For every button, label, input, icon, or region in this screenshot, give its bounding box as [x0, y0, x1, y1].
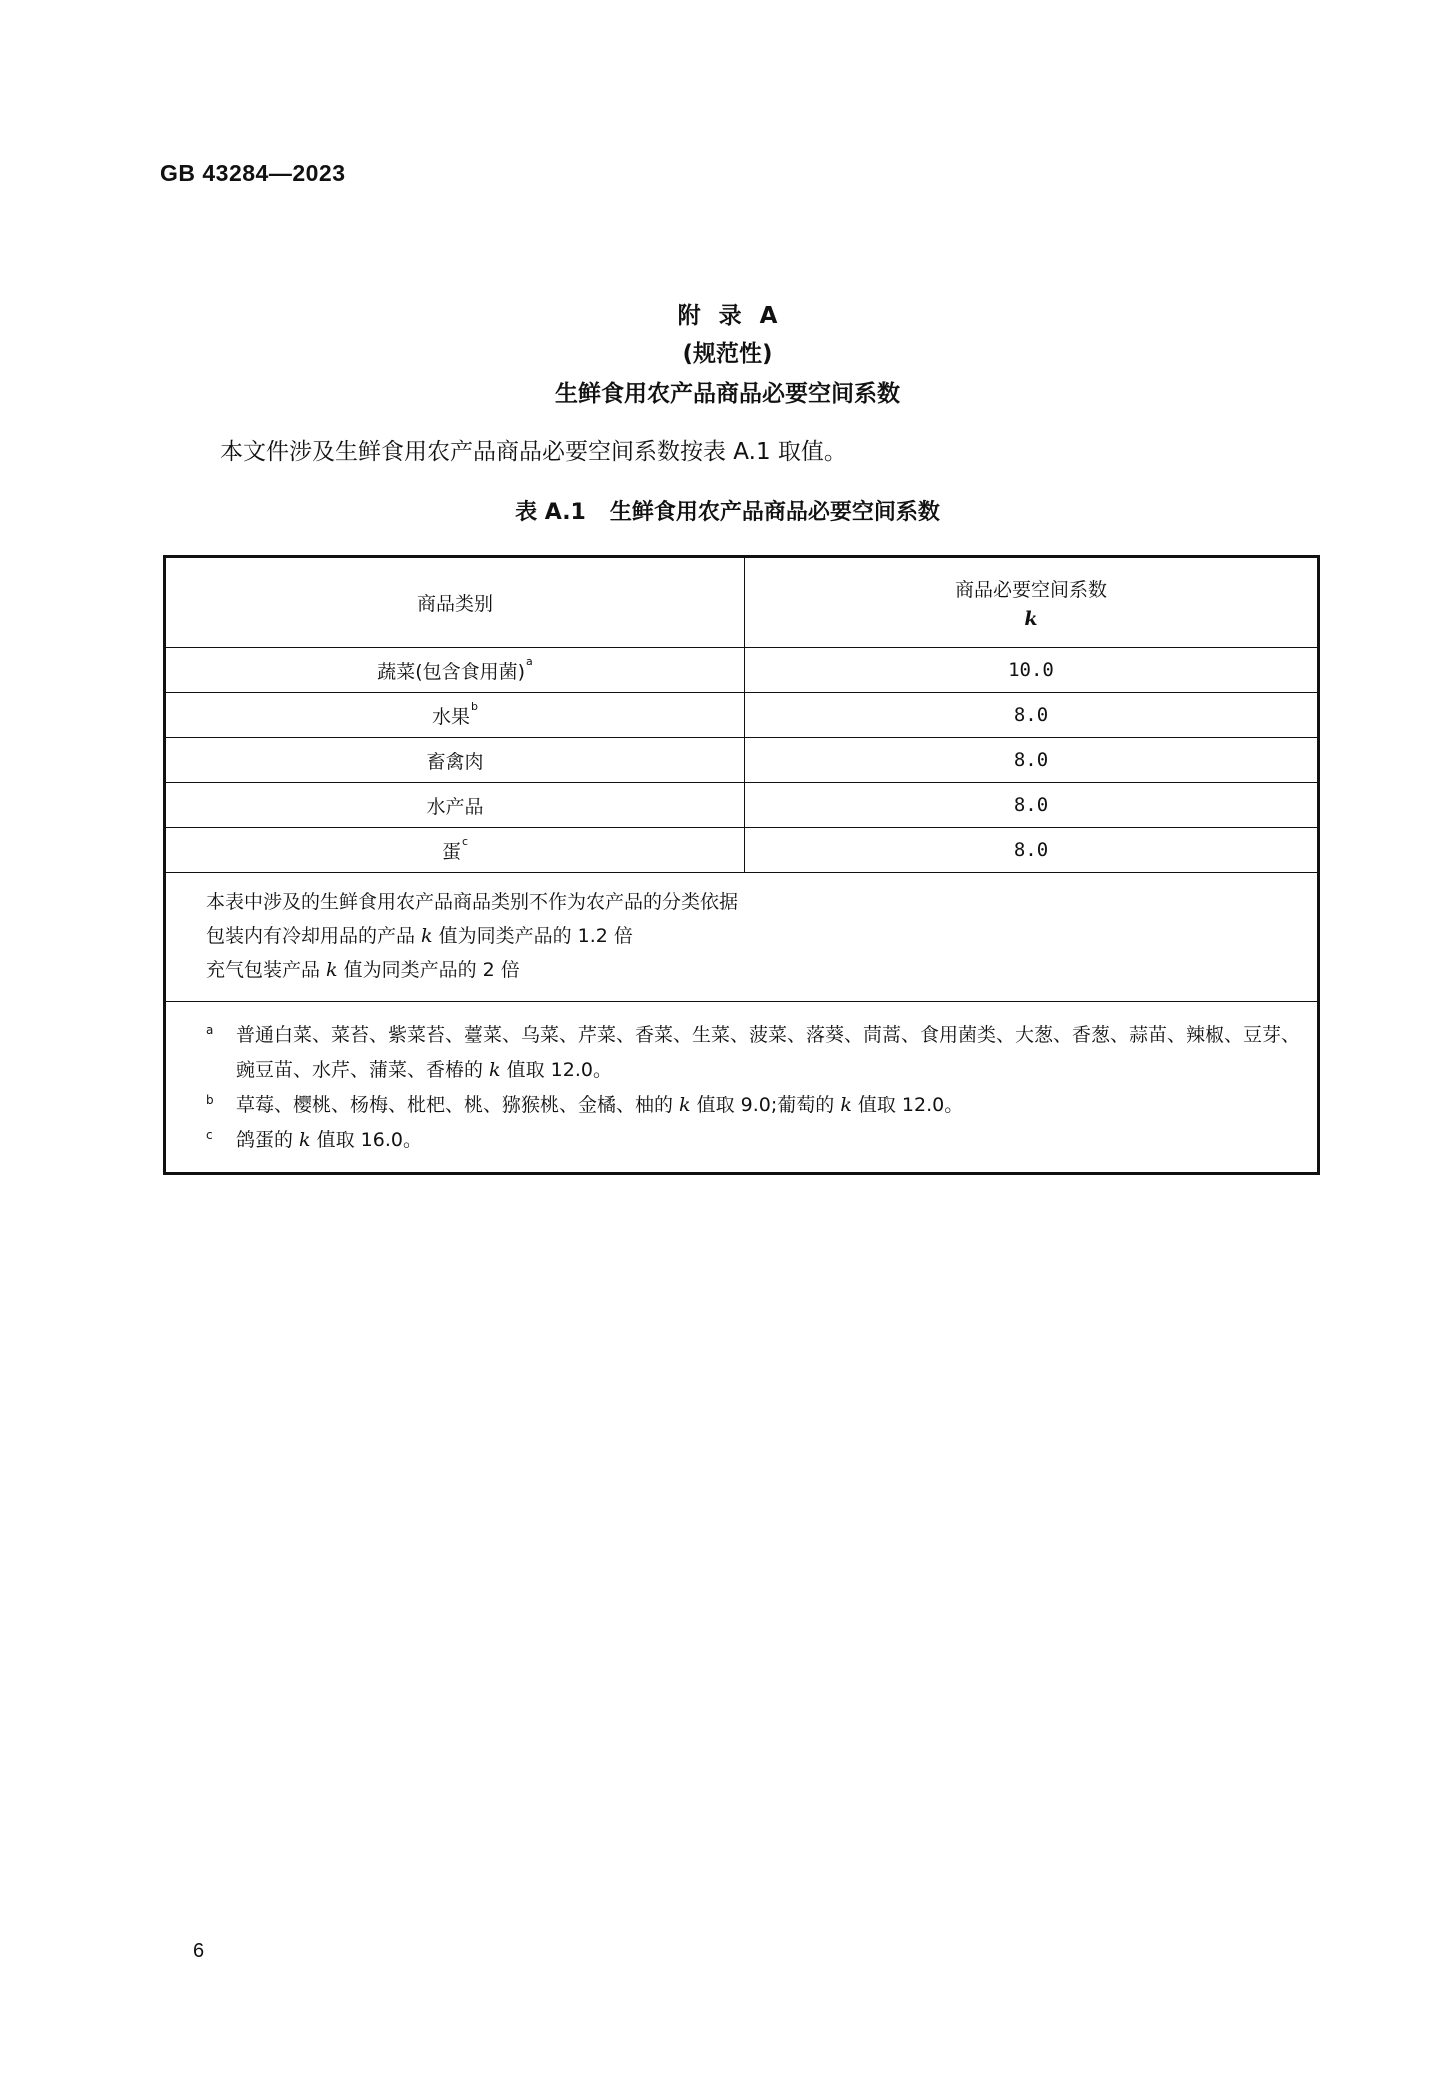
table-caption	[0, 495, 1455, 526]
footnote-body: 值取 12.0。	[851, 1094, 964, 1116]
category-cell	[165, 693, 745, 738]
category-cell	[165, 783, 745, 828]
table-row	[165, 738, 1319, 783]
note-text: 充气包装产品	[206, 959, 327, 981]
annex-name: 生鲜食用农产品商品必要空间系数	[555, 381, 900, 407]
category-cell	[165, 828, 745, 873]
k-symbol: k	[840, 1094, 852, 1116]
footnote	[206, 1088, 1305, 1123]
category-label: 蛋	[441, 840, 461, 863]
table-caption-label: 表 A.1	[515, 500, 586, 525]
coefficient-table	[163, 555, 1320, 1175]
intro-paragraph: 本文件涉及生鲜食用农产品商品必要空间系数按表 A.1 取值。	[220, 439, 847, 465]
page-number: 6	[193, 1940, 205, 1962]
footnote-mark: a	[206, 1023, 214, 1037]
footnote-body: 值取 9.0;葡萄的	[690, 1094, 841, 1116]
category-label: 水果	[432, 705, 471, 728]
category-label: 蔬菜(包含食用菌)	[377, 660, 526, 683]
annex-title-part-1: 附	[677, 303, 701, 329]
footnote-mark: b	[206, 1093, 214, 1107]
footnote-body: 值取 16.0。	[310, 1129, 422, 1151]
table-row	[165, 693, 1319, 738]
footnote-text	[236, 1018, 1305, 1088]
category-cell	[165, 738, 745, 783]
footnote-mark: c	[206, 1128, 213, 1142]
header-coefficient	[745, 557, 1319, 648]
table-caption-title: 生鲜食用农产品商品必要空间系数	[609, 500, 940, 525]
note-text: 包装内有冷却用品的产品	[206, 925, 422, 947]
annex-title-part-2: 录	[718, 303, 742, 329]
footnote-body: 草莓、樱桃、杨梅、枇杷、桃、猕猴桃、金橘、柚的	[236, 1094, 680, 1116]
table-notes-row	[165, 873, 1319, 1002]
coefficient-cell: 8.0	[745, 828, 1319, 873]
coefficient-cell: 8.0	[745, 783, 1319, 828]
coefficient-cell: 10.0	[745, 648, 1319, 693]
table-footnotes	[165, 1002, 1319, 1174]
footnote	[206, 1018, 1305, 1088]
coefficient-cell: 8.0	[745, 738, 1319, 783]
footnote	[206, 1123, 1305, 1158]
category-label: 畜禽肉	[426, 750, 484, 773]
document-code: GB 43284—2023	[160, 160, 346, 186]
note-line	[206, 919, 1317, 953]
footnote-text	[236, 1123, 1305, 1158]
table-row	[165, 648, 1319, 693]
footnote-ref: b	[471, 699, 478, 713]
footnote-ref: c	[461, 834, 469, 848]
note-line	[206, 953, 1317, 987]
category-cell	[165, 648, 745, 693]
footnote-ref: a	[526, 654, 533, 668]
annex-normativity: (规范性)	[682, 341, 773, 367]
table-notes	[165, 873, 1319, 1002]
k-symbol: k	[421, 925, 433, 947]
annex-title-part-3: A	[759, 303, 778, 329]
footnote-text	[236, 1088, 1305, 1123]
note-text: 值为同类产品的 1.2 倍	[432, 925, 633, 947]
k-symbol: k	[489, 1059, 501, 1081]
header-category: 商品类别	[165, 557, 745, 648]
category-label: 水产品	[426, 795, 484, 818]
k-symbol: k	[299, 1129, 311, 1151]
table-header-row	[165, 557, 1319, 648]
footnote-body: 普通白菜、菜苔、紫菜苔、薹菜、乌菜、芹菜、香菜、生菜、菠菜、落葵、茼蒿、食用菌类、大葱、香葱、蒜苗、辣椒、豆芽、豌豆苗、水芹、蒲菜、香椿的	[236, 1024, 1301, 1081]
footnote-body: 鸽蛋的	[236, 1129, 300, 1151]
table-row	[165, 783, 1319, 828]
note-line: 本表中涉及的生鲜食用农产品商品类别不作为农产品的分类依据	[206, 891, 739, 913]
table-row	[165, 828, 1319, 873]
annex-title	[0, 297, 1455, 330]
k-symbol: k	[679, 1094, 691, 1116]
header-coefficient-symbol: k	[1024, 608, 1038, 630]
k-symbol: k	[326, 959, 338, 981]
table-footnotes-row	[165, 1002, 1319, 1174]
note-text: 值为同类产品的 2 倍	[337, 959, 520, 981]
footnote-body: 值取 12.0。	[500, 1059, 612, 1081]
header-coefficient-label: 商品必要空间系数	[954, 579, 1107, 601]
coefficient-cell: 8.0	[745, 693, 1319, 738]
